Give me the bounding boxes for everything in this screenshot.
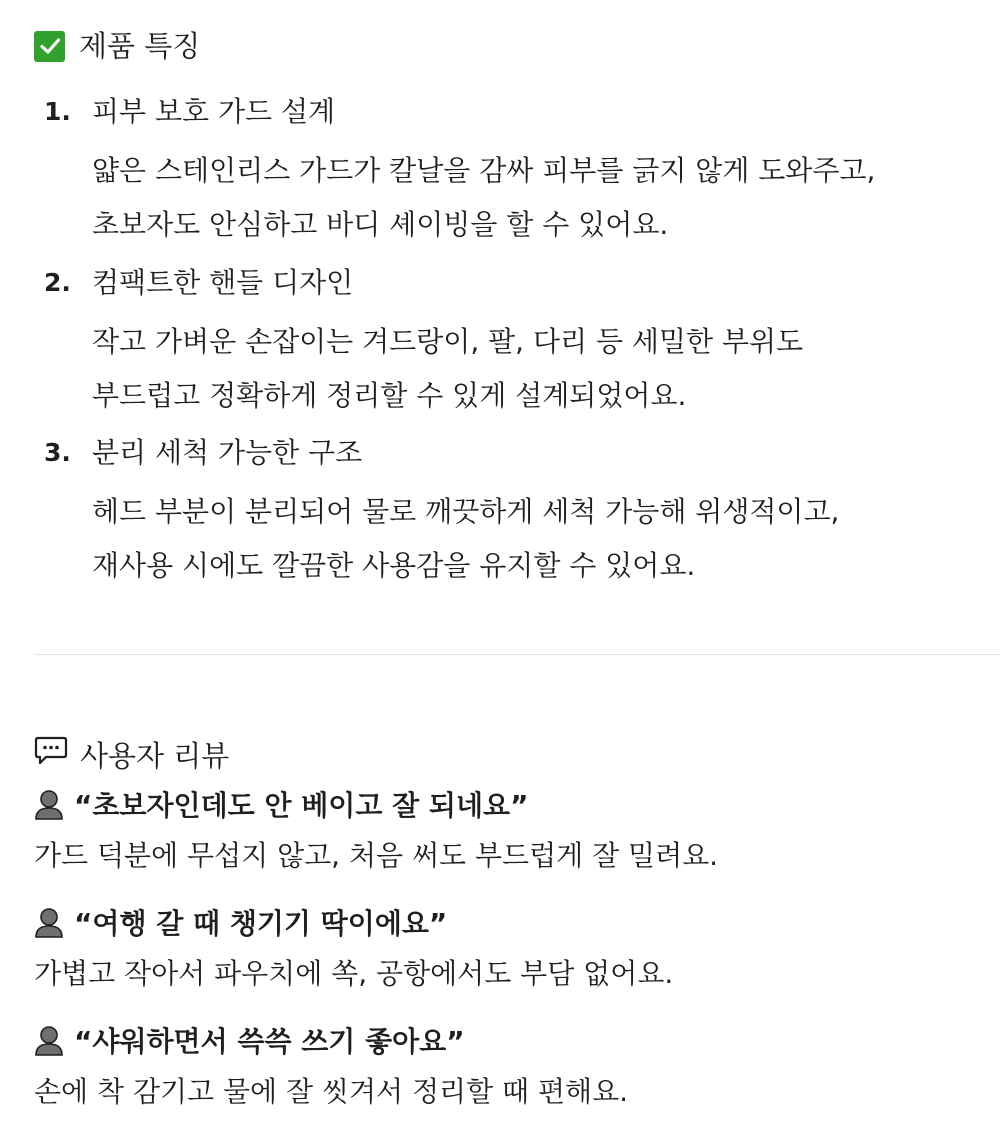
feature-number: 1. [44, 97, 71, 126]
review-item [34, 904, 994, 990]
feature-description [92, 485, 992, 593]
feature-heading: 피부 보호 가드 설계 [92, 95, 336, 128]
feature-description-line: 부드럽고 정확하게 정리할 수 있게 설계되었어요. [92, 379, 687, 412]
features-title: 제품 특징 [79, 29, 201, 63]
feature-description [92, 315, 992, 423]
feature-description-line: 헤드 부분이 분리되어 물로 깨끗하게 세척 가능해 위생적이고, [92, 495, 840, 528]
user-silhouette-icon [34, 906, 64, 942]
review-body: 가드 덕분에 무섭지 않고, 처음 써도 부드럽게 잘 밀려요. [34, 839, 719, 872]
feature-heading: 분리 세척 가능한 구조 [92, 436, 363, 469]
feature-description-line: 재사용 시에도 깔끔한 사용감을 유지할 수 있어요. [92, 549, 696, 582]
review-body: 손에 착 감기고 물에 잘 씻겨서 정리할 때 편해요. [34, 1075, 629, 1108]
feature-heading: 컴팩트한 핸들 디자인 [92, 266, 354, 299]
reviews-heading [34, 735, 229, 777]
review-quote-line [34, 786, 994, 826]
feature-description-line: 초보자도 안심하고 바디 셰이빙을 할 수 있어요. [92, 208, 669, 241]
speech-bubble-icon [34, 735, 68, 777]
review-body: 가볍고 작아서 파우치에 쏙, 공항에서도 부담 없어요. [34, 957, 674, 990]
review-quote-line [34, 1022, 994, 1062]
feature-description-line: 작고 가벼운 손잡이는 겨드랑이, 팔, 다리 등 세밀한 부위도 [92, 325, 804, 358]
review-quote: “여행 갈 때 챙기기 딱이에요” [74, 907, 448, 940]
review-quote: “샤워하면서 쓱쓱 쓰기 좋아요” [74, 1025, 465, 1058]
user-silhouette-icon [34, 1024, 64, 1060]
review-quote: “초보자인데도 안 베이고 잘 되네요” [74, 789, 529, 822]
review-item [34, 1022, 994, 1108]
reviews-title: 사용자 리뷰 [80, 739, 230, 773]
user-silhouette-icon [34, 788, 64, 824]
features-heading [34, 26, 200, 66]
review-quote-line [34, 904, 994, 944]
feature-number: 2. [44, 268, 71, 297]
feature-description [92, 144, 992, 252]
feature-description-line: 얇은 스테인리스 가드가 칼날을 감싸 피부를 긁지 않게 도와주고, [92, 154, 876, 187]
feature-number: 3. [44, 438, 71, 467]
review-item [34, 786, 994, 872]
section-divider [34, 654, 1000, 655]
check-mark-icon [34, 31, 65, 62]
